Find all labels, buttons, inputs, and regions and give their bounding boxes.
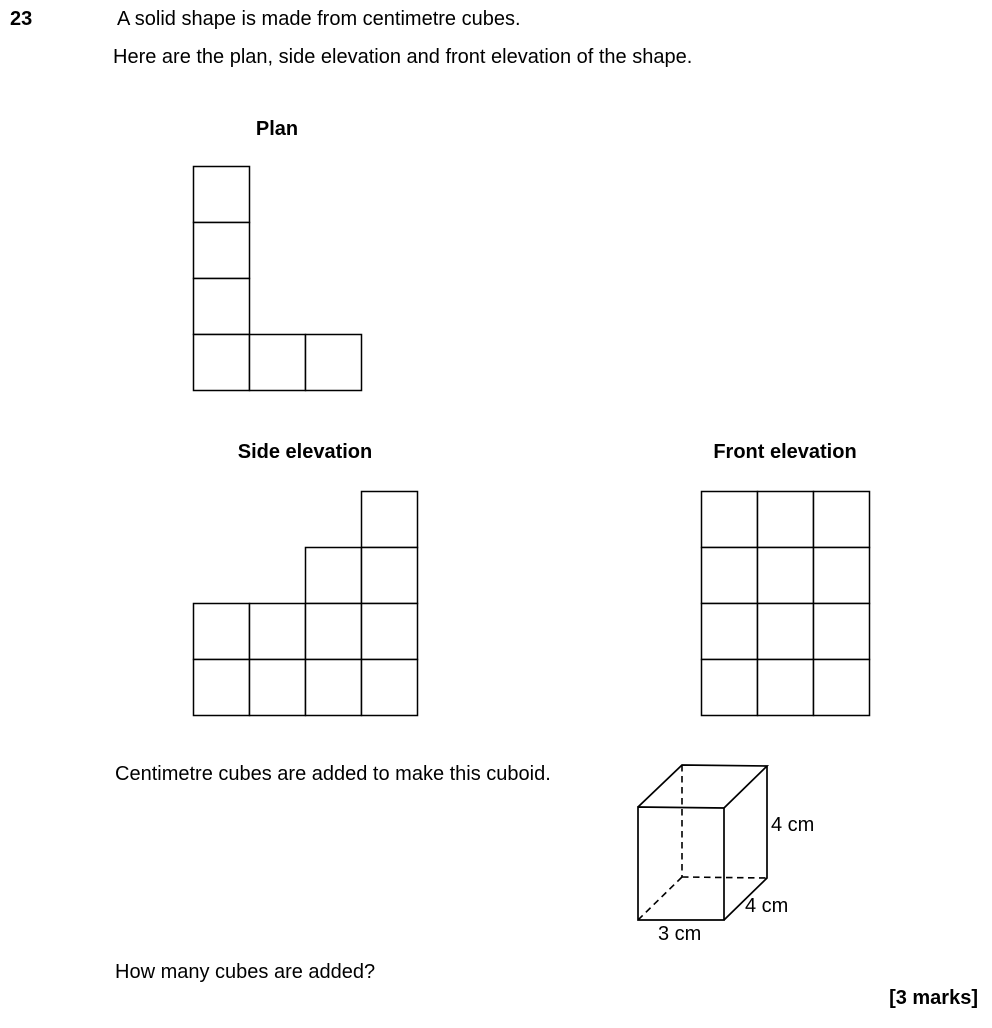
plan-title: Plan xyxy=(255,118,299,140)
grid-cell xyxy=(194,279,250,335)
grid-cell xyxy=(362,548,418,604)
cuboid-intro-text: Centimetre cubes are added to make this cuboid. xyxy=(115,763,551,785)
grid-cell xyxy=(814,548,870,604)
grid-cell xyxy=(702,660,758,716)
grid-cell xyxy=(702,604,758,660)
grid-cell xyxy=(250,660,306,716)
grid-cell xyxy=(362,492,418,548)
grid-cell xyxy=(702,548,758,604)
plan-grid-diagram xyxy=(192,165,364,393)
cuboid-depth-label: 4 cm xyxy=(745,895,789,917)
cuboid-diagram xyxy=(600,750,860,950)
front-elevation-title: Front elevation xyxy=(713,441,857,463)
cuboid-width-label: 3 cm xyxy=(658,923,702,945)
grid-cell xyxy=(194,335,250,391)
cuboid-height-label: 4 cm xyxy=(771,814,815,836)
question-intro-line2: Here are the plan, side elevation and front elevation of the shape. xyxy=(113,46,693,68)
grid-cell xyxy=(194,167,250,223)
question-intro-line1: A solid shape is made from centimetre cubes. xyxy=(117,8,521,30)
grid-cell xyxy=(306,660,362,716)
grid-cell xyxy=(250,335,306,391)
grid-cell xyxy=(362,604,418,660)
question-number: 23 xyxy=(10,8,33,30)
grid-cell xyxy=(362,660,418,716)
question-prompt: How many cubes are added? xyxy=(115,961,376,983)
grid-cell xyxy=(758,660,814,716)
grid-cell xyxy=(814,604,870,660)
marks-label: [3 marks] xyxy=(889,987,978,1009)
grid-cell xyxy=(702,492,758,548)
grid-cell xyxy=(194,604,250,660)
front-elevation-grid-diagram xyxy=(700,490,872,718)
grid-cell xyxy=(194,660,250,716)
side-elevation-title: Side elevation xyxy=(237,441,373,463)
grid-cell xyxy=(306,604,362,660)
grid-cell xyxy=(814,492,870,548)
grid-cell xyxy=(194,223,250,279)
grid-cell xyxy=(758,548,814,604)
grid-cell xyxy=(306,548,362,604)
grid-cell xyxy=(306,335,362,391)
grid-cell xyxy=(758,492,814,548)
side-elevation-grid-diagram xyxy=(192,490,420,718)
grid-cell xyxy=(250,604,306,660)
grid-cell xyxy=(814,660,870,716)
grid-cell xyxy=(758,604,814,660)
